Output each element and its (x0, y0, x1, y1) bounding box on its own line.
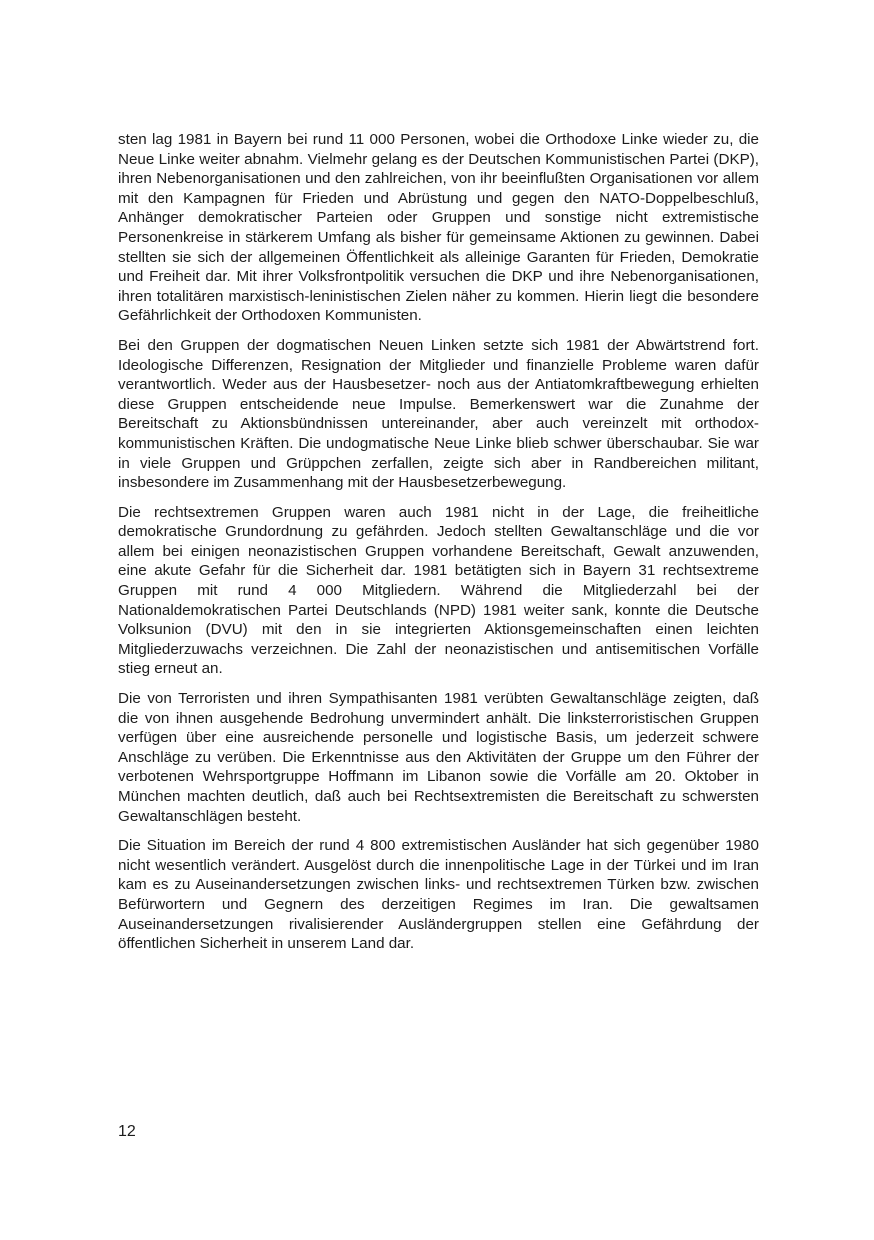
paragraph-2: Bei den Gruppen der dogmatischen Neuen Linken setzte sich 1981 der Abwärtstrend fort. Ideologische Differenzen, Resignation der Mitglieder und finanzielle Probleme waren dafür verantwortlich. Weder aus der Hausbesetzer- noch aus der Antiatomkraftbewegung erhielten diese Gruppen entscheidende neue Impulse. Bemerkenswert war die Zunahme der Bereitschaft zu Aktionsbündnissen untereinander, aber auch vereinzelt mit orthodox-kommunistischen Kräften. Die undogmatische Neue Linke blieb schwer überschaubar. Sie war in viele Gruppen und Grüppchen zerfallen, zeigte sich aber in Randbereichen militant, insbesondere im Zusammenhang mit der Hausbesetzerbewegung. (118, 336, 759, 492)
paragraph-1: sten lag 1981 in Bayern bei rund 11 000 Personen, wobei die Orthodoxe Linke wieder zu, die Neue Linke weiter abnahm. Vielmehr gelang es der Deutschen Kommunistischen Partei (DKP), ihren Nebenorganisationen und den zahlreichen, von ihr beeinflußten Organisationen vor allem mit den Kampagnen für Frieden und Abrüstung und gegen den NATO-Doppelbeschluß, Anhänger demokratischer Parteien oder Gruppen und sonstige nicht extremistische Personenkreise in stärkerem Umfang als bisher für gemeinsame Aktionen zu gewinnen. Dabei stellten sie sich der allgemeinen Öffentlichkeit als alleinige Garanten für Frieden, Demokratie und Freiheit dar. Mit ihrer Volksfrontpolitik versuchen die DKP und ihre Nebenorganisationen, ihren totalitären marxistisch-leninistischen Zielen näher zu kommen. Hierin liegt die besondere Gefährlichkeit der Orthodoxen Kommunisten. (118, 131, 759, 325)
paragraph-4: Die von Terroristen und ihren Sympathisanten 1981 verübten Gewaltanschläge zeigten, daß die von ihnen ausgehende Bedrohung unvermindert anhält. Die linksterroristischen Gruppen verfügen über eine ausreichende personelle und logistische Basis, um jederzeit schwere Anschläge zu verüben. Die Erkenntnisse aus den Aktivitäten der Gruppe um den Führer der verbotenen Wehrsportgruppe Hoffmann im Libanon sowie die Vorfälle am 20. Oktober in München machten deutlich, daß auch bei Rechtsextremisten die Bereitschaft zu schwersten Gewaltanschlägen besteht. (118, 690, 759, 825)
paragraph-5: Die Situation im Bereich der rund 4 800 extremistischen Ausländer hat sich gegenüber 1980 nicht wesentlich verändert. Ausgelöst durch die innenpolitische Lage in der Türkei und im Iran kam es zu Auseinandersetzungen zwischen links- und rechtsextremen Türken bzw. zwischen Befürwortern und Gegnern des derzeitigen Regimes im Iran. Die gewaltsamen Auseinandersetzungen rivalisierender Ausländergruppen stellen eine Gefährdung der öffentlichen Sicherheit in unserem Land dar. (118, 837, 759, 953)
paragraph-3: Die rechtsextremen Gruppen waren auch 1981 nicht in der Lage, die freiheitliche demokratische Grundordnung zu gefährden. Jedoch stellten Gewaltanschläge und die vor allem bei einigen neonazistischen Gruppen vorhandene Bereitschaft, Gewalt anzuwenden, eine akute Gefahr für die Sicherheit dar. 1981 betätigten sich in Bayern 31 rechtsextreme Gruppen mit rund 4 000 Mitgliedern. Während die Mitgliederzahl bei der Nationaldemokratischen Partei Deutschlands (NPD) 1981 weiter sank, konnte die Deutsche Volksunion (DVU) mit den in sie integrierten Aktionsgemeinschaften einen leichten Mitgliederzuwachs verzeichnen. Die Zahl der neonazistischen und antisemitischen Vorfälle stieg erneut an. (118, 503, 759, 678)
body-text (118, 130, 759, 964)
page-number: 12 (118, 1123, 136, 1140)
